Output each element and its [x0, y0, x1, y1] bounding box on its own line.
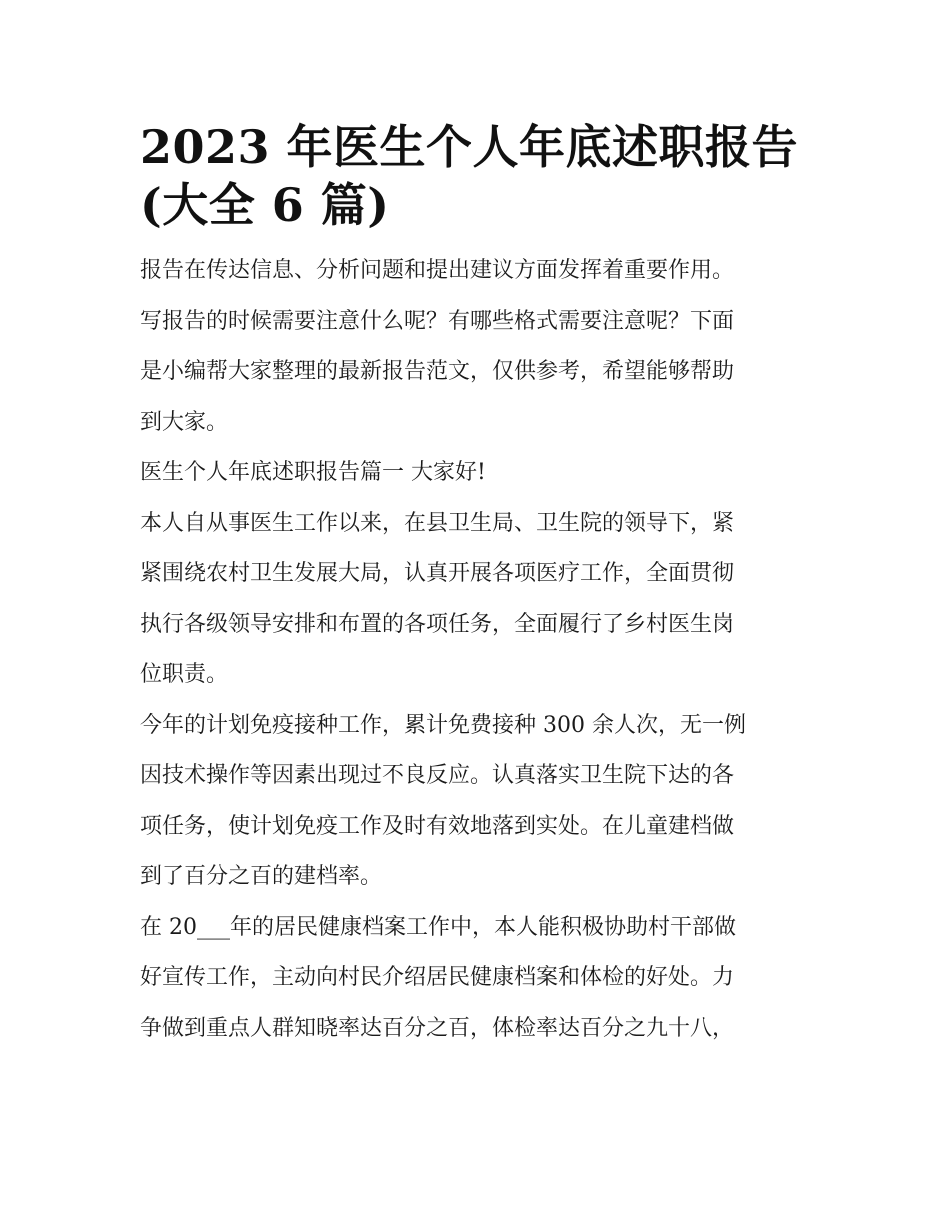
section-heading-paragraph — [140, 448, 810, 499]
text-line: 今年的计划免疫接种工作，累计免费接种 300 余人次，无一例 — [140, 712, 746, 738]
intro-paragraph — [140, 246, 810, 448]
title-line: 2023 年医生个人年底述职报告 — [140, 120, 799, 174]
body-paragraph — [140, 499, 810, 701]
text-line: 是小编帮大家整理的最新报告范文，仅供参考，希望能够帮助 — [140, 359, 735, 384]
text-line: 紧围绕农村卫生发展大局，认真开展各项医疗工作，全面贯彻 — [140, 561, 735, 586]
text-line: 争做到重点人群知晓率达百分之百，体检率达百分之九十八， — [140, 1015, 735, 1041]
text-line: 到大家。 — [140, 409, 229, 435]
text-line: 好宣传工作，主动向村民介绍居民健康档案和体检的好处。力 — [140, 965, 735, 990]
document-title — [140, 118, 810, 234]
text-line: 本人自从事医生工作以来，在县卫生局、卫生院的领导下，紧 — [140, 510, 735, 536]
text-line: 执行各级领导安排和布置的各项任务，全面履行了乡村医生岗 — [140, 611, 735, 637]
title-line: (大全 6 篇) — [140, 178, 390, 232]
text-line: 因技术操作等因素出现过不良反应。认真落实卫生院下达的各 — [140, 763, 735, 788]
text-line: 项任务，使计划免疫工作及时有效地落到实处。在儿童建档做 — [140, 813, 735, 839]
text-line: 报告在传达信息、分析问题和提出建议方面发挥着重要作用。 — [140, 258, 735, 283]
text-line: 位职责。 — [140, 662, 229, 687]
text-line: 到了百分之百的建档率。 — [140, 864, 383, 889]
text-line: 医生个人年底述职报告篇一 大家好! — [140, 460, 486, 485]
text-line: 写报告的时候需要注意什么呢？有哪些格式需要注意呢？下面 — [140, 308, 735, 334]
text-line: 在 20___年的居民健康档案工作中，本人能积极协助村干部做 — [140, 914, 736, 940]
document-body — [140, 118, 810, 1054]
body-paragraph — [140, 903, 810, 1055]
body-paragraph — [140, 701, 810, 903]
